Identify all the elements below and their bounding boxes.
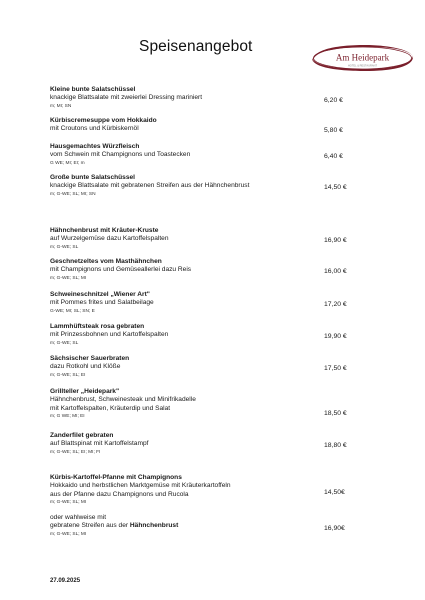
menu-item-description: oder wahlweise mit xyxy=(50,514,107,521)
page-title: Speisenangebot xyxy=(139,38,253,55)
menu-item-name: Kleine bunte Salatschüssel xyxy=(50,86,136,93)
menu-item-allergens: m; G-WE; SL; MI; SN xyxy=(50,191,96,197)
menu-item-description: Hähnchenbrust, Schweinesteak und Minifrikadelle xyxy=(50,396,196,404)
menu-item-price: 19,90 € xyxy=(324,333,347,340)
menu-item-price: 16,90 € xyxy=(324,237,347,244)
menu-item xyxy=(50,86,370,110)
menu-item-price: 17,20 € xyxy=(324,301,347,308)
menu-item-description: dazu Rotkohl und Klöße xyxy=(50,363,121,371)
menu-item-price: 6,20 € xyxy=(324,97,343,104)
menu-item-description: gebratene Streifen aus der Hähnchenbrust xyxy=(50,522,179,530)
menu-item xyxy=(50,474,370,506)
menu-item-price: 16,00 € xyxy=(324,268,347,275)
menu-item xyxy=(50,432,370,456)
menu-item-description: Hokkaido und herbstlichen Marktgemüse mit Kräuterkartoffeln xyxy=(50,482,231,490)
menu-item xyxy=(50,174,370,198)
menu-item-description: knackige Blattsalate mit gebratenen Streifen aus der Hähnchenbrust xyxy=(50,182,250,190)
menu-item-price: 18,80 € xyxy=(324,442,347,449)
menu-item-name: Grillteller „Heidepark" xyxy=(50,388,120,395)
menu-item-name: Kürbis-Kartoffel-Pfanne mit Champignons xyxy=(50,474,182,481)
menu-item-name: Sächsischer Sauerbraten xyxy=(50,355,130,362)
menu-item-price: 5,80 € xyxy=(324,127,343,134)
menu-item-name: Kürbiscremesuppe vom Hokkaido xyxy=(50,117,157,124)
menu-item-allergens: m; G-WE; SL; MI xyxy=(50,500,87,506)
menu-item xyxy=(50,143,370,167)
menu-item-name: Hausgemachtes Würzfleisch xyxy=(50,143,140,150)
menu-item-price: 14,50 € xyxy=(324,184,347,191)
menu-item-name: Schweineschnitzel „Wiener Art" xyxy=(50,291,150,298)
menu-item-allergens: m; MI; SN xyxy=(50,103,72,109)
menu-item-allergens: m; G-WE; SL; EI; MI; FI xyxy=(50,449,101,455)
menu-item-price: 18,50 € xyxy=(324,410,347,417)
menu-item-name: Geschnetzeltes vom Masthähnchen xyxy=(50,258,162,265)
menu-item-price: 17,50 € xyxy=(324,365,347,372)
menu-item-allergens: m; G-WE; SL; EI xyxy=(50,372,86,378)
restaurant-logo xyxy=(310,44,415,72)
menu-item-allergens: m; G-WE; SL xyxy=(50,340,79,346)
menu-item xyxy=(50,258,370,282)
logo-name: Am Heidepark xyxy=(335,52,390,63)
menu-item-description: auf Blattspinat mit Kartoffelstampf xyxy=(50,440,149,448)
menu-item-description: mit Pommes frites und Salatbeilage xyxy=(50,299,154,307)
menu-item-allergens: m; G-WE; SL xyxy=(50,244,79,250)
menu-item xyxy=(50,323,370,347)
menu-item-price: 16,90€ xyxy=(324,525,345,532)
menu-item xyxy=(50,291,370,315)
menu-item-allergens: m; G WE; MI; EI xyxy=(50,414,85,420)
menu-item xyxy=(50,117,370,134)
menu-item-description: knackige Blattsalate mit zweierlei Dressing mariniert xyxy=(50,94,203,102)
menu-item-allergens: m; G-WE; SL; MI xyxy=(50,531,87,537)
menu-item-description: mit Champignons und Gemüseallerlei dazu Reis xyxy=(50,266,192,274)
menu-item-allergens: G WE; MI; EI; m xyxy=(50,160,85,166)
menu-item-name: Große bunte Salatschüssel xyxy=(50,174,136,181)
menu-item-name: Hähnchenbrust mit Kräuter-Kruste xyxy=(50,227,159,234)
menu-item-name: Lammhüftsteak rosa gebraten xyxy=(50,323,145,330)
menu-item-price: 6,40 € xyxy=(324,153,343,160)
logo-tagline: HOTEL & RESTAURANT xyxy=(347,64,378,68)
menu-item-allergens: m; G-WE; SL; MI xyxy=(50,275,87,281)
menu-item-description: vom Schwein mit Champignons und Toastecken xyxy=(50,151,191,159)
menu-item-name: Zanderfilet gebraten xyxy=(50,432,114,439)
logo-emblem xyxy=(310,44,415,72)
menu-item-description: mit Kartoffelspalten, Kräuterdip und Salat xyxy=(50,404,171,412)
menu-item-description: auf Wurzelgemüse dazu Kartoffelspalten xyxy=(50,235,169,243)
menu-item xyxy=(50,388,370,420)
menu-item-description: mit Prinzessbohnen und Kartoffelspalten xyxy=(50,331,169,339)
menu-item xyxy=(50,227,370,251)
menu-item-description: mit Croutons und Kürbiskernöl xyxy=(50,125,139,133)
menu-item xyxy=(50,514,370,538)
menu-item-allergens: G-WE; MI; SL; SN; E xyxy=(50,308,95,314)
menu-item-price: 14,50€ xyxy=(324,489,345,496)
footer-date: 27.09.2025 xyxy=(50,578,81,584)
menu-item-description: aus der Pfanne dazu Champignons und Rucola xyxy=(50,490,189,498)
menu-item xyxy=(50,355,370,379)
